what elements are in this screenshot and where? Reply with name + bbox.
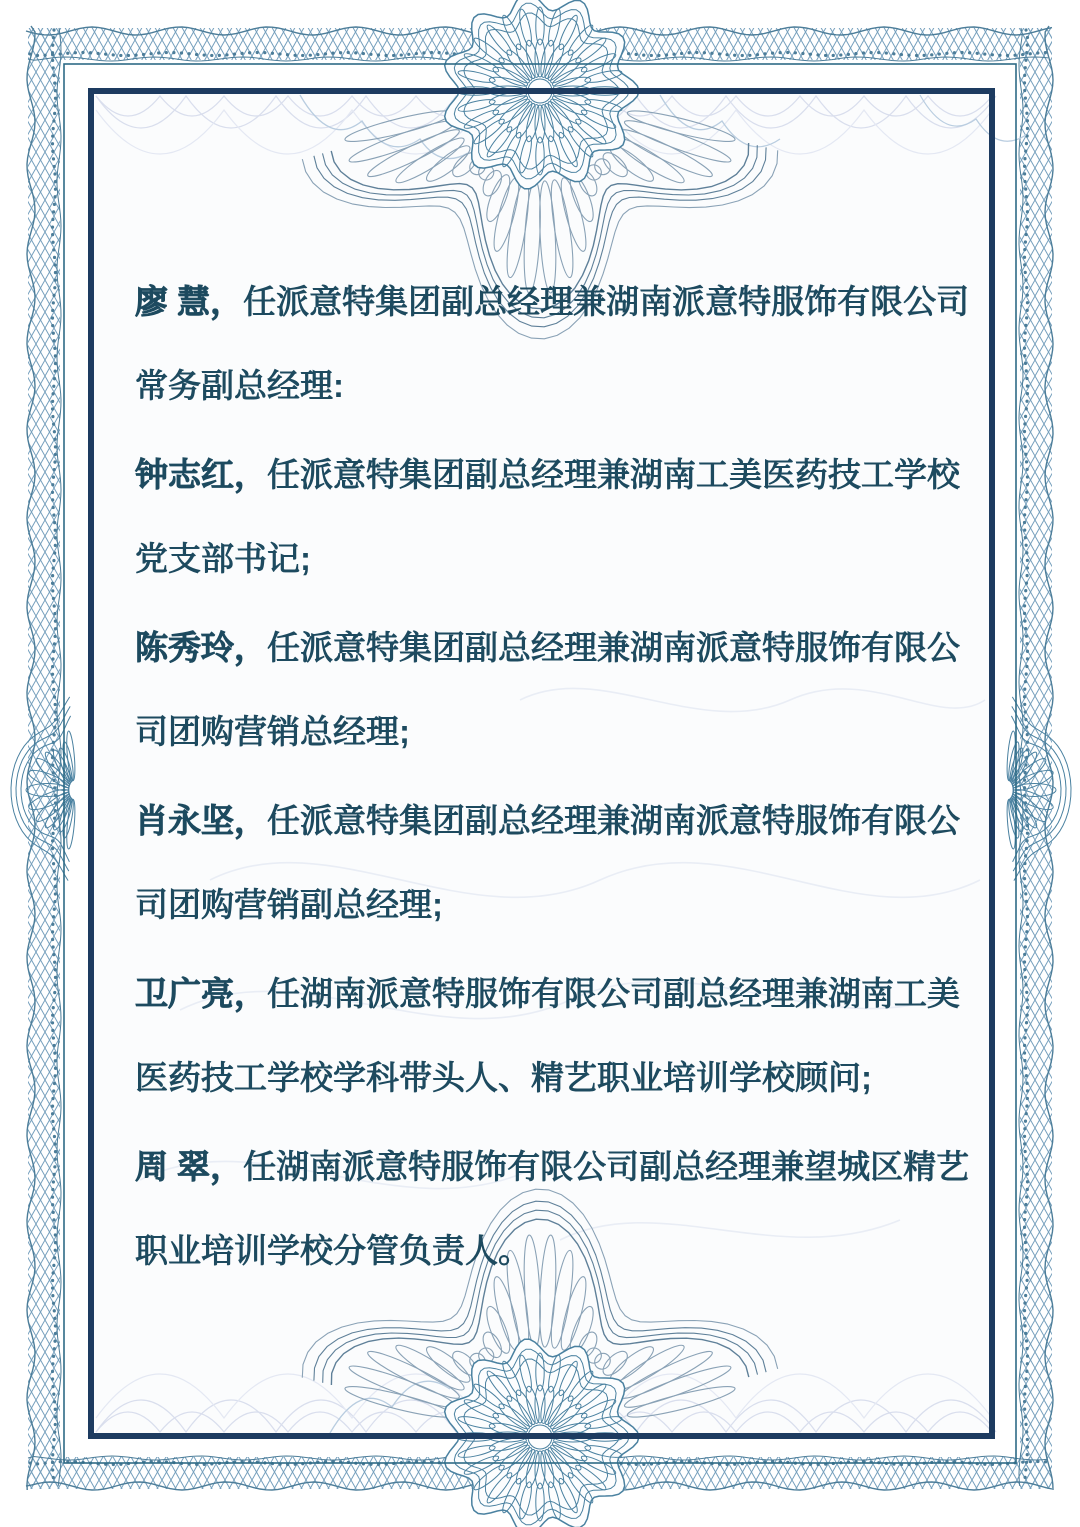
appointment-line: 常务副总经理: — [135, 367, 344, 404]
appointment-title: 任派意特集团副总经理兼湖南工美医药技工学校 — [267, 456, 960, 493]
appointment-line: 医药技工学校学科带头人、精艺职业培训学校顾问; — [135, 1059, 872, 1096]
appointment-paragraph — [135, 1125, 975, 1293]
appointee-name: 卫广亮， — [135, 975, 267, 1012]
appointment-line: 司团购营销副总经理; — [135, 886, 443, 923]
appointment-title: 任湖南派意特服饰有限公司副总经理兼湖南工美 — [267, 975, 960, 1012]
appointment-line — [135, 1125, 975, 1209]
appointment-paragraph — [135, 260, 975, 428]
appointment-paragraph — [135, 952, 975, 1120]
appointment-title: 任派意特集团副总经理兼湖南派意特服饰有限公 — [267, 802, 960, 839]
appointment-line — [135, 433, 975, 517]
appointment-title: 任派意特集团副总经理兼湖南派意特服饰有限公司 — [243, 283, 970, 320]
appointee-name: 周 翠， — [135, 1148, 244, 1185]
appointment-line — [135, 606, 975, 690]
appointment-paragraph — [135, 779, 975, 947]
appointment-title: 任派意特集团副总经理兼湖南派意特服饰有限公 — [267, 629, 960, 666]
appointment-line — [135, 952, 975, 1036]
appointment-line: 职业培训学校分管负责人。 — [135, 1232, 531, 1269]
appointment-title: 任湖南派意特服饰有限公司副总经理兼望城区精艺 — [243, 1148, 970, 1185]
appointee-name: 肖永坚， — [135, 802, 267, 839]
appointment-line — [135, 260, 975, 344]
appointment-paragraph — [135, 606, 975, 774]
appointment-paragraph — [135, 433, 975, 601]
appointee-name: 廖 慧， — [135, 283, 244, 320]
appointment-line: 党支部书记; — [135, 540, 311, 577]
appointment-line — [135, 779, 975, 863]
appointment-line: 司团购营销总经理; — [135, 713, 410, 750]
appointee-name: 陈秀玲， — [135, 629, 267, 666]
appointee-name: 钟志红， — [135, 456, 267, 493]
appointment-text-block — [135, 260, 975, 1298]
